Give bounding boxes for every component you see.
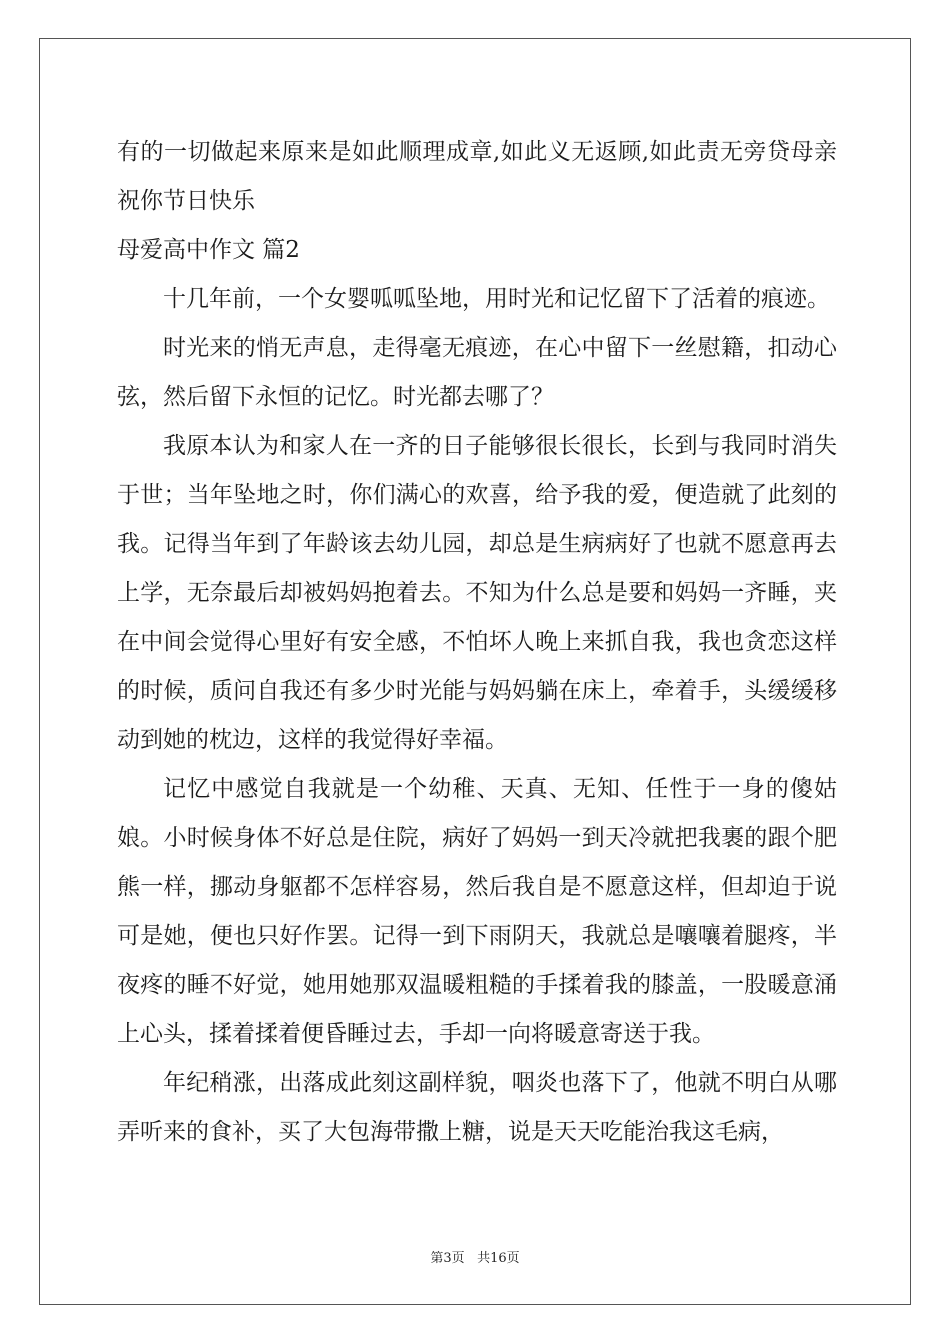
body-paragraph-3: 我原本认为和家人在一齐的日子能够很长很长，长到与我同时消失于世；当年坠地之时，你们满心的欢喜，给予我的爱，便造就了此刻的我。记得当年到了年龄该去幼儿园，却总是生病病好了也就不愿意再去上学，无奈最后却被妈妈抱着去。不知为什么总是要和妈妈一齐睡，夹在中间会觉得心里好有安全感，不怕坏人晚上来抓自我，我也贪恋这样的时候，质问自我还有多少时光能与妈妈躺在床上，牵着手，头缓缓移动到她的枕边，这样的我觉得好幸福。 (117, 433, 837, 753)
page-footer (0, 1247, 950, 1266)
page-number: 第3页 (430, 1251, 465, 1266)
body-paragraph-2: 时光来的悄无声息，走得毫无痕迹，在心中留下一丝慰籍，扣动心弦，然后留下永恒的记忆。时光都去哪了？ (117, 335, 837, 410)
section-heading: 母爱高中作文 篇2 (117, 237, 300, 263)
continuation-paragraph: 有的一切做起来原来是如此顺理成章,如此义无返顾,如此责无旁贷母亲祝你节日快乐 (117, 139, 837, 214)
body-paragraph-1: 十几年前，一个女婴呱呱坠地，用时光和记忆留下了活着的痕迹。 (163, 286, 830, 312)
body-paragraph-4: 记忆中感觉自我就是一个幼稚、天真、无知、任性于一身的傻姑娘。小时候身体不好总是住院，病好了妈妈一到天冷就把我裹的跟个肥熊一样，挪动身躯都不怎样容易，然后我自是不愿意这样，但却迫于说可是她，便也只好作罢。记得一到下雨阴天，我就总是嚷嚷着腿疼，半夜疼的睡不好觉，她用她那双温暖粗糙的手揉着我的膝盖，一股暖意涌上心头，揉着揉着便昏睡过去，手却一向将暖意寄送于我。 (117, 776, 837, 1047)
document-body (117, 128, 837, 1157)
page-total: 共16页 (477, 1251, 520, 1266)
body-paragraph-5: 年纪稍涨，出落成此刻这副样貌，咽炎也落下了，他就不明白从哪弄听来的食补，买了大包海带撒上糖，说是天天吃能治我这毛病， (117, 1070, 837, 1145)
